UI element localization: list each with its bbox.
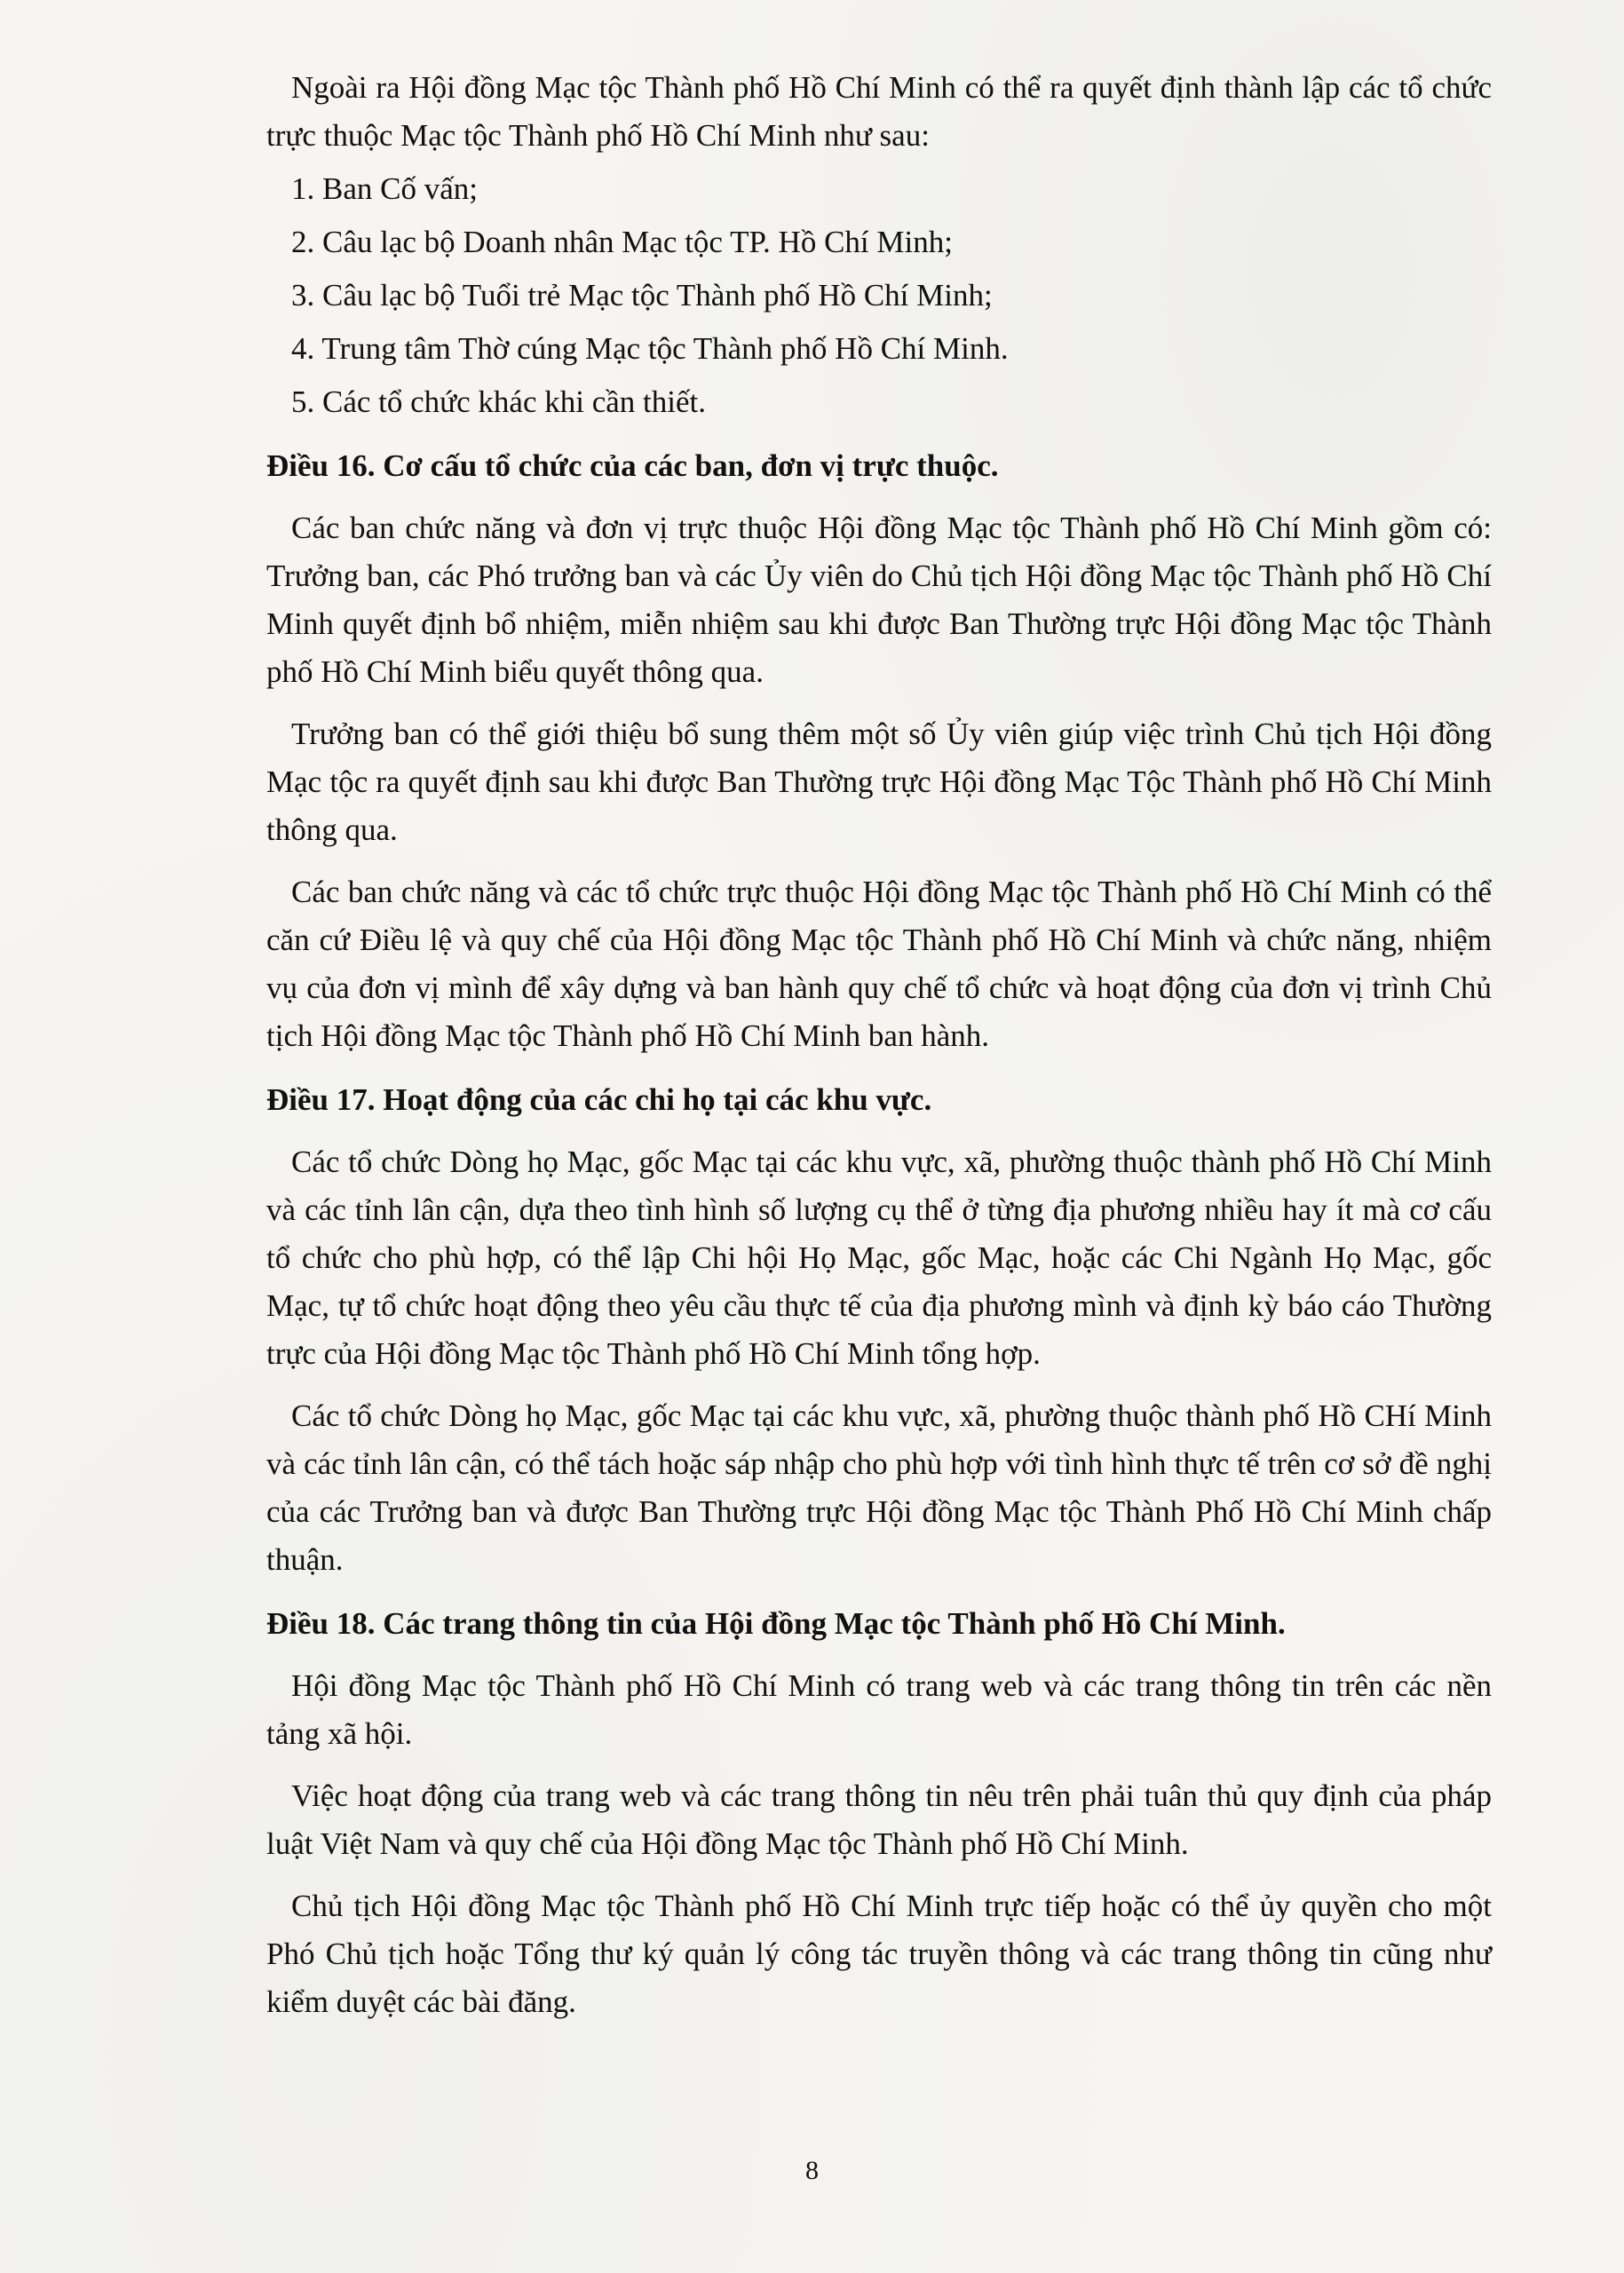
article-18-paragraph: Hội đồng Mạc tộc Thành phố Hồ Chí Minh có trang web và các trang thông tin trên các nền tảng xã hội.	[266, 1668, 1492, 1751]
page-number: 8	[805, 2156, 819, 2185]
article-17-paragraph: Các tổ chức Dòng họ Mạc, gốc Mạc tại các khu vực, xã, phường thuộc thành phố Hồ CHí Minh và các tỉnh lân cận, có thể tách hoặc sáp nhập cho phù hợp với tình hình thực tế trên cơ sở đề nghị của các Trưởng ban và được Ban Thường trực Hội đồng Mạc tộc Thành Phố Hồ Chí Minh chấp thuận.	[266, 1398, 1492, 1577]
list-item: 2. Câu lạc bộ Doanh nhân Mạc tộc TP. Hồ Chí Minh;	[291, 225, 953, 259]
article-17-paragraph: Các tổ chức Dòng họ Mạc, gốc Mạc tại các khu vực, xã, phường thuộc thành phố Hồ Chí Minh và các tỉnh lân cận, dựa theo tình hình số lượng cụ thể ở từng địa phương nhiều hay ít mà cơ cấu tổ chức cho phù hợp, có thể lập Chi hội Họ Mạc, gốc Mạc, hoặc các Chi Ngành Họ Mạc, gốc Mạc, tự tổ chức hoạt động theo yêu cầu thực tế của địa phương mình và định kỳ báo cáo Thường trực của Hội đồng Mạc tộc Thành phố Hồ Chí Minh tổng hợp.	[266, 1144, 1492, 1371]
article-16-paragraph: Trưởng ban có thể giới thiệu bổ sung thêm một số Ủy viên giúp việc trình Chủ tịch Hội đồng Mạc tộc ra quyết định sau khi được Ban Thường trực Hội đồng Mạc Tộc Thành phố Hồ Chí Minh thông qua.	[266, 717, 1492, 847]
article-18-paragraph: Chủ tịch Hội đồng Mạc tộc Thành phố Hồ Chí Minh trực tiếp hoặc có thể ủy quyền cho một Phó Chủ tịch hoặc Tổng thư ký quản lý công tác truyền thông và các trang thông tin cũng như kiểm duyệt các bài đăng.	[266, 1889, 1492, 2019]
intro-list	[266, 165, 1492, 426]
document-body	[266, 64, 1492, 2026]
list-item: 3. Câu lạc bộ Tuổi trẻ Mạc tộc Thành phố Hồ Chí Minh;	[291, 278, 993, 313]
article-16-heading: Điều 16. Cơ cấu tổ chức của các ban, đơn vị trực thuộc.	[266, 448, 999, 483]
list-item: 4. Trung tâm Thờ cúng Mạc tộc Thành phố Hồ Chí Minh.	[291, 331, 1009, 366]
article-16-paragraph: Các ban chức năng và các tổ chức trực thuộc Hội đồng Mạc tộc Thành phố Hồ Chí Minh có thể căn cứ Điều lệ và quy chế của Hội đồng Mạc tộc Thành phố Hồ Chí Minh và chức năng, nhiệm vụ của đơn vị mình để xây dựng và ban hành quy chế tổ chức và hoạt động của đơn vị trình Chủ tịch Hội đồng Mạc tộc Thành phố Hồ Chí Minh ban hành.	[266, 875, 1492, 1053]
list-item: 5. Các tổ chức khác khi cần thiết.	[291, 384, 706, 419]
article-17-heading: Điều 17. Hoạt động của các chi họ tại các khu vực.	[266, 1082, 932, 1117]
intro-paragraph: Ngoài ra Hội đồng Mạc tộc Thành phố Hồ Chí Minh có thể ra quyết định thành lập các tổ chức trực thuộc Mạc tộc Thành phố Hồ Chí Minh như sau:	[266, 70, 1492, 153]
article-18-heading: Điều 18. Các trang thông tin của Hội đồng Mạc tộc Thành phố Hồ Chí Minh.	[266, 1606, 1286, 1641]
article-18-paragraph: Việc hoạt động của trang web và các trang thông tin nêu trên phải tuân thủ quy định của pháp luật Việt Nam và quy chế của Hội đồng Mạc tộc Thành phố Hồ Chí Minh.	[266, 1778, 1492, 1861]
article-16-paragraph: Các ban chức năng và đơn vị trực thuộc Hội đồng Mạc tộc Thành phố Hồ Chí Minh gồm có: Trưởng ban, các Phó trưởng ban và các Ủy viên do Chủ tịch Hội đồng Mạc tộc Thành phố Hồ Chí Minh quyết định bổ nhiệm, miễn nhiệm sau khi được Ban Thường trực Hội đồng Mạc tộc Thành phố Hồ Chí Minh biểu quyết thông qua.	[266, 511, 1492, 689]
list-item: 1. Ban Cố vấn;	[291, 171, 478, 206]
